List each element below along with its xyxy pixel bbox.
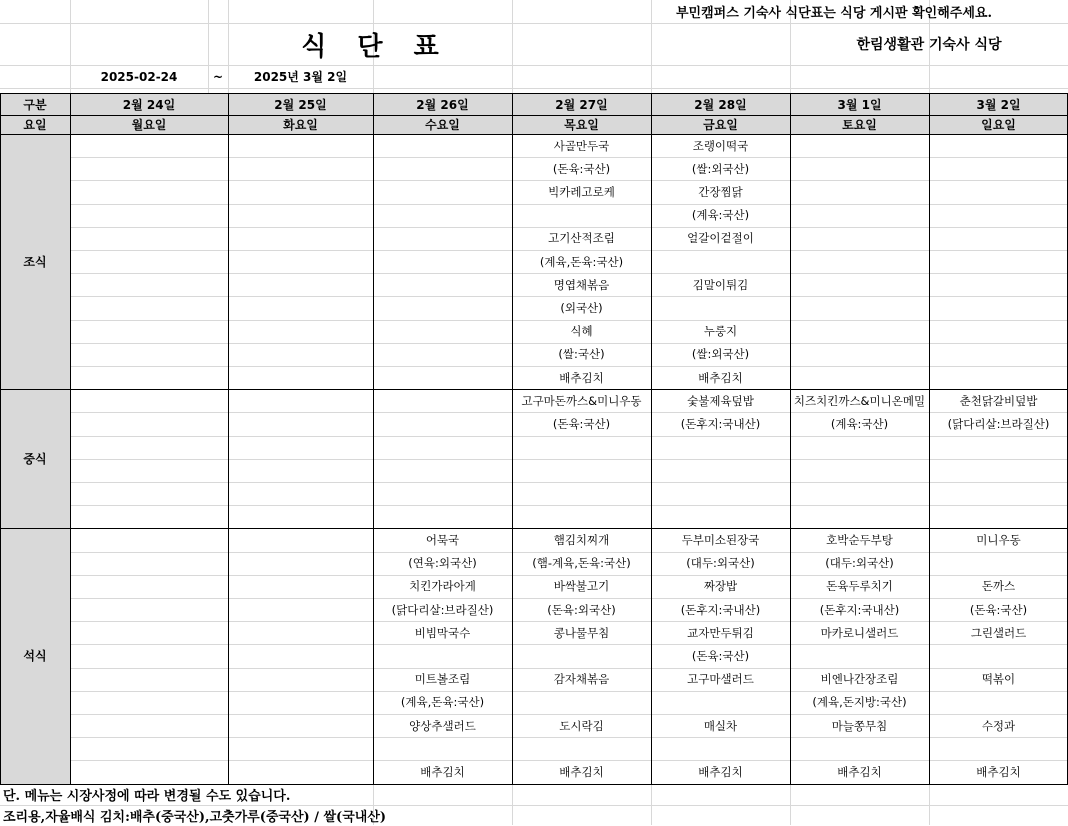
menu-item: 고구마돈까스&미니우동 — [521, 393, 642, 408]
menu-item: 고구마샐러드 — [687, 672, 754, 687]
menu-item: 떡볶이 — [981, 672, 1016, 687]
menu-item: (돈후지:국내산) — [819, 602, 900, 617]
cafeteria-name: 한림생활관 기숙사 식당 — [856, 37, 1002, 53]
menu-item: 햄김치찌개 — [553, 532, 610, 547]
menu-item: 수정과 — [981, 718, 1016, 733]
menu-item: (계육,돈지방:국산) — [812, 695, 907, 710]
footer-note: 단. 메뉴는 시장사정에 따라 변경될 수도 있습니다. — [3, 788, 291, 804]
menu-item: 교자만두튀김 — [687, 625, 754, 640]
menu-item: 치즈치킨까스&미니온메밀 — [793, 393, 926, 408]
weekday-header: 금요일 — [703, 118, 738, 132]
menu-item: 돈육두루치기 — [826, 579, 893, 594]
menu-item: (외국산) — [560, 300, 603, 315]
menu-item: 배추김치 — [698, 370, 743, 385]
grid-line — [70, 436, 1068, 437]
weekday-header: 월요일 — [131, 118, 167, 132]
grid-line — [70, 505, 1068, 506]
menu-item: 비빔막국수 — [414, 625, 471, 640]
table-border — [228, 93, 229, 784]
menu-item: (대두:외국산) — [686, 556, 755, 571]
section-lunch: 중식 — [23, 452, 47, 467]
menu-item: 비엔나간장조림 — [820, 672, 899, 687]
grid-line — [70, 644, 1068, 645]
menu-item: (계육,돈육:국산) — [539, 254, 624, 269]
menu-item: (쌀:외국산) — [691, 347, 750, 362]
menu-item: 그린샐러드 — [970, 625, 1027, 640]
menu-item: 춘천닭갈비덮밥 — [959, 393, 1038, 408]
menu-item: 명엽채볶음 — [553, 277, 610, 292]
date-header: 2월 28일 — [694, 97, 747, 112]
menu-item: (돈후지:국내산) — [680, 602, 761, 617]
menu-item: 사골만두국 — [553, 138, 610, 153]
period-end: 2025년 3월 2일 — [253, 70, 348, 84]
notice-text: 부민캠퍼스 기숙사 식단표는 식당 게시판 확인해주세요. — [676, 6, 992, 21]
date-header: 3월 1일 — [837, 97, 882, 112]
menu-item: 바싹불고기 — [553, 579, 610, 594]
menu-item: 누룽지 — [703, 324, 738, 339]
menu-item: 매실차 — [703, 718, 738, 733]
date-header: 2월 24일 — [122, 97, 176, 112]
grid-line — [0, 88, 1068, 89]
weekday-header: 목요일 — [564, 118, 599, 132]
menu-item: 돈까스 — [981, 579, 1016, 594]
menu-item: (햄-계육,돈육:국산) — [532, 556, 631, 571]
menu-item: 양상추샐러드 — [409, 718, 476, 733]
menu-item: 마늘쫑무침 — [831, 718, 888, 733]
date-header: 2월 26일 — [416, 97, 469, 112]
grid-line — [512, 0, 513, 93]
menu-item: 간장찜닭 — [698, 184, 743, 199]
menu-item: (돈육:국산) — [969, 602, 1028, 617]
menu-item: (닭다리살:브라질산) — [947, 416, 1050, 431]
grid-line — [70, 459, 1068, 460]
menu-item: 마카로니샐러드 — [820, 625, 899, 640]
grid-line — [70, 482, 1068, 483]
menu-item: 콩나물무침 — [553, 625, 610, 640]
menu-item: 치킨가라아게 — [409, 579, 476, 594]
menu-item: (닭다리살:브라질산) — [391, 602, 494, 617]
menu-item: 배추김치 — [976, 764, 1021, 779]
grid-line — [70, 737, 1068, 738]
menu-item: 미니우동 — [976, 532, 1021, 547]
menu-item: 미트볼조림 — [414, 672, 471, 687]
menu-item: (대두:외국산) — [825, 556, 894, 571]
menu-item: (돈육:국산) — [691, 648, 750, 663]
weekday-header: 수요일 — [425, 118, 460, 132]
date-header: 2월 25일 — [274, 97, 327, 112]
menu-item: 두부미소된장국 — [681, 532, 760, 547]
menu-item: 어묵국 — [425, 532, 460, 547]
menu-item: 배추김치 — [420, 764, 465, 779]
date-header: 2월 27일 — [555, 97, 608, 112]
category-label: 구분 — [23, 97, 47, 112]
menu-item: 김말이튀김 — [692, 277, 749, 292]
menu-item: 식혜 — [570, 324, 593, 339]
menu-item: (연육:외국산) — [408, 556, 477, 571]
table-border — [70, 93, 71, 784]
menu-item: 조랭이떡국 — [692, 138, 749, 153]
grid-line — [790, 784, 791, 825]
section-dinner: 석식 — [23, 649, 47, 664]
grid-line — [70, 204, 1068, 205]
menu-item: (쌀:국산) — [558, 347, 605, 362]
menu-item: 호박순두부탕 — [826, 532, 893, 547]
section-breakfast: 조식 — [23, 255, 47, 270]
menu-item: (돈육:외국산) — [547, 602, 616, 617]
period-tilde: ~ — [212, 69, 224, 84]
menu-item: 배추김치 — [698, 764, 743, 779]
menu-item: (돈후지:국내산) — [680, 416, 761, 431]
weekday-header: 토요일 — [842, 118, 877, 132]
menu-item: 배추김치 — [837, 764, 882, 779]
menu-item: 감자채볶음 — [553, 672, 610, 687]
weekday-header: 화요일 — [283, 118, 318, 132]
menu-item: (계육,돈육:국산) — [400, 695, 485, 710]
menu-item: 고기산적조림 — [548, 231, 615, 246]
menu-item: (계육:국산) — [830, 416, 889, 431]
date-header: 3월 2일 — [976, 97, 1021, 112]
period-start: 2025-02-24 — [100, 69, 178, 84]
page-title: 식 단 표 — [301, 31, 439, 62]
menu-item: (돈육:국산) — [552, 161, 611, 176]
weekday-label: 요일 — [23, 118, 47, 132]
menu-item: (돈육:국산) — [552, 416, 611, 431]
menu-item: 도시락김 — [559, 718, 604, 733]
grid-line — [929, 784, 930, 825]
menu-item: (쌀:외국산) — [691, 161, 750, 176]
menu-item: 배추김치 — [559, 370, 604, 385]
menu-item: 짜장밥 — [703, 579, 738, 594]
weekday-header: 일요일 — [981, 118, 1016, 132]
footer-origin: 조리용,자율배식 김치:배추(중국산),고춧가루(중국산) / 쌀(국내산) — [3, 809, 387, 825]
menu-item: 배추김치 — [559, 764, 604, 779]
menu-item: 숯불제육덮밥 — [687, 393, 754, 408]
menu-item: 빅카레고로케 — [548, 184, 615, 199]
menu-item: (계육:국산) — [691, 208, 750, 223]
menu-item: 얼갈이겉절이 — [687, 231, 754, 246]
